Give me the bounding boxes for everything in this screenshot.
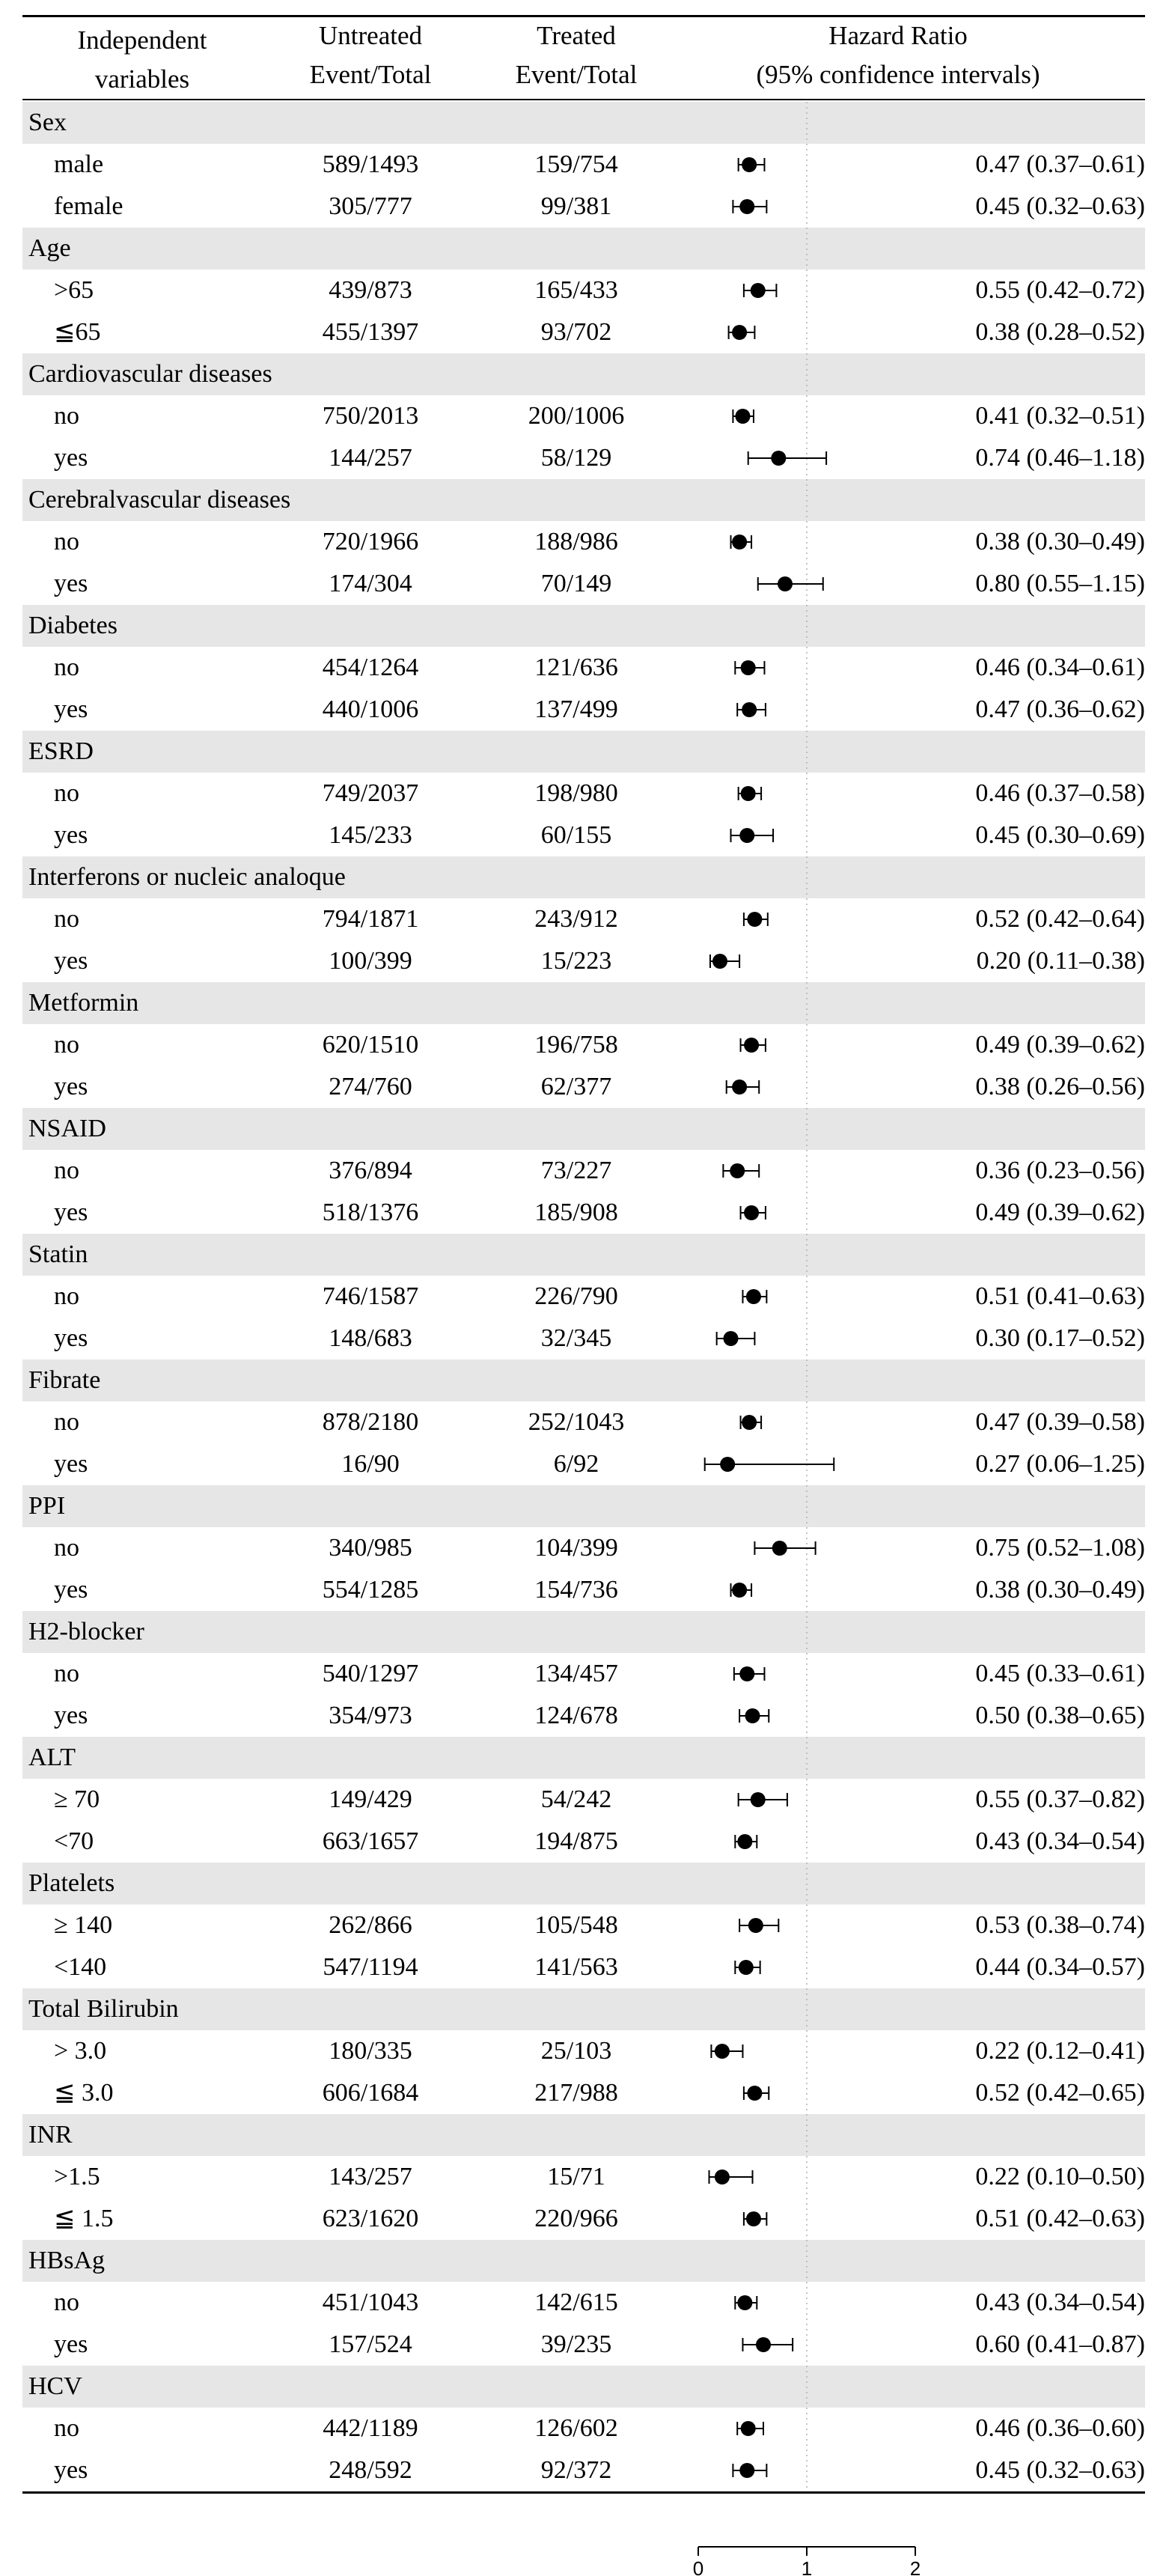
treated-count: 92/372: [540, 2456, 612, 2484]
hazard-ratio-text: 0.46 (0.36–0.60): [975, 2414, 1145, 2442]
group-label: Sex: [28, 109, 67, 136]
group-label: H2-blocker: [28, 1618, 144, 1645]
untreated-count: 454/1264: [322, 654, 419, 681]
hazard-ratio-point: [744, 1205, 759, 1220]
group-label: Statin: [28, 1240, 88, 1268]
hazard-ratio-point: [735, 409, 750, 424]
treated-count: 154/736: [534, 1576, 618, 1604]
subgroup-label: female: [54, 192, 123, 220]
hazard-ratio-text: 0.47 (0.37–0.61): [975, 150, 1145, 178]
hazard-ratio-point: [748, 1918, 763, 1933]
x-axis-tick-label: 2: [909, 2557, 921, 2576]
hazard-ratio-text: 0.43 (0.34–0.54): [975, 1827, 1145, 1855]
subgroup-label: yes: [54, 1199, 88, 1226]
hazard-ratio-point: [751, 1792, 766, 1807]
group-label: Cerebralvascular diseases: [28, 486, 291, 514]
untreated-count: 623/1620: [322, 2205, 419, 2232]
group-label: HBsAg: [28, 2247, 106, 2274]
hazard-ratio-point: [742, 157, 757, 172]
hazard-ratio-text: 0.44 (0.34–0.57): [975, 1953, 1145, 1981]
subgroup-label: no: [54, 2414, 79, 2442]
subgroup-label: yes: [54, 2330, 88, 2358]
subgroup-label: yes: [54, 444, 88, 472]
untreated-count: 305/777: [329, 192, 412, 220]
hazard-ratio-text: 0.46 (0.37–0.58): [975, 779, 1145, 807]
subgroup-label: yes: [54, 1576, 88, 1604]
subgroup-label: yes: [54, 1073, 88, 1100]
hazard-ratio-point: [724, 1331, 739, 1346]
untreated-count: 148/683: [329, 1324, 412, 1352]
untreated-count: 540/1297: [322, 1660, 419, 1687]
hazard-ratio-point: [772, 1541, 787, 1556]
treated-count: 200/1006: [528, 402, 625, 430]
hazard-ratio-point: [747, 2086, 762, 2101]
treated-count: 105/548: [534, 1911, 618, 1939]
hazard-ratio-point: [739, 2463, 754, 2478]
hazard-ratio-point: [745, 1708, 760, 1723]
hazard-ratio-text: 0.80 (0.55–1.15): [975, 570, 1145, 597]
subgroup-label: no: [54, 1031, 79, 1059]
hazard-ratio-point: [741, 786, 756, 801]
subgroup-label: no: [54, 1157, 79, 1184]
hazard-ratio-text: 0.45 (0.32–0.63): [975, 192, 1145, 220]
hazard-ratio-text: 0.38 (0.28–0.52): [975, 318, 1145, 346]
hazard-ratio-text: 0.45 (0.30–0.69): [975, 821, 1145, 849]
hazard-ratio-text: 0.27 (0.06–1.25): [975, 1450, 1145, 1478]
hazard-ratio-point: [739, 828, 754, 843]
untreated-count: 451/1043: [322, 2289, 419, 2316]
subgroup-label: no: [54, 1408, 79, 1436]
group-label: Total Bilirubin: [28, 1995, 179, 2023]
untreated-count: 455/1397: [322, 318, 419, 346]
untreated-count: 720/1966: [322, 528, 419, 555]
subgroup-label: ≦ 1.5: [54, 2205, 114, 2232]
hazard-ratio-point: [742, 702, 757, 717]
hazard-ratio-text: 0.43 (0.34–0.54): [975, 2289, 1145, 2316]
hazard-ratio-text: 0.45 (0.32–0.63): [975, 2456, 1145, 2484]
hazard-ratio-point: [732, 535, 747, 549]
header-untreated-line2: Event/Total: [309, 60, 432, 89]
treated-count: 70/149: [540, 570, 612, 597]
untreated-count: 248/592: [329, 2456, 412, 2484]
hazard-ratio-text: 0.51 (0.42–0.63): [975, 2205, 1145, 2232]
untreated-count: 518/1376: [322, 1199, 419, 1226]
subgroup-label: yes: [54, 2456, 88, 2484]
untreated-count: 442/1189: [323, 2414, 418, 2442]
header-treated-line1: Treated: [537, 21, 616, 50]
untreated-count: 144/257: [329, 444, 412, 472]
subgroup-label: no: [54, 1660, 79, 1687]
hazard-ratio-text: 0.22 (0.10–0.50): [975, 2163, 1145, 2190]
treated-count: 159/754: [534, 150, 618, 178]
hazard-ratio-text: 0.50 (0.38–0.65): [975, 1702, 1145, 1729]
header-hazard-ratio-line2: (95% confidence intervals): [756, 60, 1040, 89]
subgroup-label: yes: [54, 1450, 88, 1478]
untreated-count: 440/1006: [322, 695, 419, 723]
untreated-count: 180/335: [329, 2037, 412, 2065]
hazard-ratio-point: [715, 2044, 730, 2059]
untreated-count: 439/873: [329, 276, 412, 304]
untreated-count: 100/399: [329, 947, 412, 975]
treated-count: 226/790: [534, 1282, 618, 1310]
treated-count: 99/381: [540, 192, 612, 220]
untreated-count: 174/304: [329, 570, 412, 597]
hazard-ratio-point: [778, 576, 793, 591]
subgroup-label: no: [54, 905, 79, 933]
hazard-ratio-point: [747, 912, 762, 927]
group-label: Interferons or nucleic analoque: [28, 863, 346, 891]
hazard-ratio-text: 0.20 (0.11–0.38): [976, 947, 1145, 975]
untreated-count: 746/1587: [322, 1282, 419, 1310]
treated-count: 32/345: [540, 1324, 612, 1352]
untreated-count: 143/257: [329, 2163, 412, 2190]
subgroup-label: yes: [54, 947, 88, 975]
group-label: HCV: [28, 2372, 82, 2400]
subgroup-label: >65: [54, 276, 94, 304]
hazard-ratio-point: [756, 2337, 771, 2352]
subgroup-label: ≦65: [54, 318, 101, 346]
treated-count: 142/615: [534, 2289, 618, 2316]
group-label: ALT: [28, 1744, 76, 1771]
hazard-ratio-text: 0.49 (0.39–0.62): [975, 1199, 1145, 1226]
subgroup-label: ≥ 70: [54, 1785, 100, 1813]
treated-count: 220/966: [534, 2205, 618, 2232]
header-untreated-line1: Untreated: [319, 21, 422, 50]
treated-count: 15/71: [547, 2163, 605, 2190]
hazard-ratio-text: 0.60 (0.41–0.87): [975, 2330, 1145, 2358]
subgroup-label: no: [54, 402, 79, 430]
hazard-ratio-text: 0.22 (0.12–0.41): [975, 2037, 1145, 2065]
treated-count: 93/702: [540, 318, 612, 346]
hazard-ratio-point: [732, 325, 747, 340]
hazard-ratio-text: 0.55 (0.42–0.72): [975, 276, 1145, 304]
hazard-ratio-text: 0.75 (0.52–1.08): [975, 1534, 1145, 1562]
treated-count: 62/377: [540, 1073, 612, 1100]
hazard-ratio-point: [741, 660, 756, 675]
hazard-ratio-text: 0.36 (0.23–0.56): [975, 1157, 1145, 1184]
x-axis-tick-label: 1: [801, 2557, 813, 2576]
group-label: Platelets: [28, 1869, 115, 1897]
hazard-ratio-text: 0.46 (0.34–0.61): [975, 654, 1145, 681]
treated-count: 165/433: [534, 276, 618, 304]
hazard-ratio-point: [741, 2421, 756, 2436]
hazard-ratio-point: [742, 1415, 757, 1430]
untreated-count: 16/90: [341, 1450, 400, 1478]
subgroup-label: yes: [54, 695, 88, 723]
treated-count: 217/988: [534, 2079, 618, 2107]
untreated-count: 354/973: [329, 1702, 412, 1729]
subgroup-label: ≦ 3.0: [54, 2079, 114, 2107]
hazard-ratio-text: 0.53 (0.38–0.74): [975, 1911, 1145, 1939]
treated-count: 15/223: [540, 947, 612, 975]
treated-count: 60/155: [540, 821, 612, 849]
group-label: Age: [28, 234, 71, 262]
untreated-count: 274/760: [329, 1073, 412, 1100]
subgroup-label: no: [54, 1534, 79, 1562]
hazard-ratio-text: 0.38 (0.26–0.56): [975, 1073, 1145, 1100]
treated-count: 252/1043: [528, 1408, 625, 1436]
header-treated-line2: Event/Total: [515, 60, 638, 89]
subgroup-label: yes: [54, 1324, 88, 1352]
treated-count: 194/875: [534, 1827, 618, 1855]
treated-count: 54/242: [540, 1785, 612, 1813]
untreated-count: 589/1493: [322, 150, 419, 178]
hazard-ratio-text: 0.52 (0.42–0.65): [975, 2079, 1145, 2107]
treated-count: 134/457: [534, 1660, 618, 1687]
group-label: NSAID: [28, 1115, 106, 1142]
subgroup-label: no: [54, 779, 79, 807]
treated-count: 196/758: [534, 1031, 618, 1059]
hazard-ratio-text: 0.74 (0.46–1.18): [975, 444, 1145, 472]
hazard-ratio-text: 0.30 (0.17–0.52): [975, 1324, 1145, 1352]
treated-count: 39/235: [540, 2330, 612, 2358]
untreated-count: 554/1285: [322, 1576, 419, 1604]
subgroup-label: >1.5: [54, 2163, 100, 2190]
header-variables-line1: Independent: [77, 25, 207, 55]
hazard-ratio-text: 0.52 (0.42–0.64): [975, 905, 1145, 933]
untreated-count: 878/2180: [322, 1408, 419, 1436]
untreated-count: 149/429: [329, 1785, 412, 1813]
hazard-ratio-point: [746, 2211, 761, 2226]
hazard-ratio-point: [737, 1834, 752, 1849]
hazard-ratio-point: [715, 2169, 730, 2184]
treated-count: 198/980: [534, 779, 618, 807]
hazard-ratio-point: [744, 1038, 759, 1053]
x-axis-tick-label: 0: [692, 2557, 704, 2576]
hazard-ratio-text: 0.45 (0.33–0.61): [975, 1660, 1145, 1687]
treated-count: 188/986: [534, 528, 618, 555]
treated-count: 25/103: [540, 2037, 612, 2065]
group-label: Fibrate: [28, 1366, 101, 1394]
untreated-count: 606/1684: [322, 2079, 419, 2107]
untreated-count: 547/1194: [323, 1953, 418, 1981]
treated-count: 124/678: [534, 1702, 618, 1729]
treated-count: 121/636: [534, 654, 618, 681]
subgroup-label: male: [54, 150, 104, 178]
treated-count: 185/908: [534, 1199, 618, 1226]
subgroup-label: yes: [54, 1702, 88, 1729]
subgroup-label: ≥ 140: [54, 1911, 113, 1939]
group-label: Diabetes: [28, 612, 117, 639]
subgroup-label: <70: [54, 1827, 94, 1855]
hazard-ratio-point: [732, 1583, 747, 1598]
subgroup-label: yes: [54, 821, 88, 849]
hazard-ratio-text: 0.38 (0.30–0.49): [975, 1576, 1145, 1604]
untreated-count: 262/866: [329, 1911, 412, 1939]
untreated-count: 620/1510: [322, 1031, 419, 1059]
hazard-ratio-point: [712, 954, 727, 969]
hazard-ratio-point: [739, 1666, 754, 1681]
subgroup-label: no: [54, 2289, 79, 2316]
untreated-count: 376/894: [329, 1157, 412, 1184]
hazard-ratio-point: [720, 1457, 735, 1472]
subgroup-label: no: [54, 654, 79, 681]
hazard-ratio-text: 0.49 (0.39–0.62): [975, 1031, 1145, 1059]
untreated-count: 749/2037: [322, 779, 419, 807]
treated-count: 126/602: [534, 2414, 618, 2442]
untreated-count: 663/1657: [322, 1827, 419, 1855]
treated-count: 243/912: [534, 905, 618, 933]
hazard-ratio-text: 0.47 (0.39–0.58): [975, 1408, 1145, 1436]
hazard-ratio-point: [730, 1163, 745, 1178]
subgroup-label: no: [54, 1282, 79, 1310]
subgroup-label: > 3.0: [54, 2037, 107, 2065]
hazard-ratio-text: 0.47 (0.36–0.62): [975, 695, 1145, 723]
hazard-ratio-point: [739, 1960, 754, 1975]
group-label: PPI: [28, 1492, 66, 1520]
treated-count: 104/399: [534, 1534, 618, 1562]
treated-count: 141/563: [534, 1953, 618, 1981]
header-hazard-ratio-line1: Hazard Ratio: [828, 21, 968, 50]
hazard-ratio-text: 0.51 (0.41–0.63): [975, 1282, 1145, 1310]
hazard-ratio-point: [739, 199, 754, 214]
header-variables-line2: variables: [94, 64, 190, 94]
treated-count: 6/92: [553, 1450, 599, 1478]
untreated-count: 750/2013: [322, 402, 419, 430]
untreated-count: 157/524: [329, 2330, 412, 2358]
subgroup-label: yes: [54, 570, 88, 597]
untreated-count: 794/1871: [322, 905, 419, 933]
hazard-ratio-point: [746, 1289, 761, 1304]
hazard-ratio-point: [732, 1080, 747, 1094]
untreated-count: 340/985: [329, 1534, 412, 1562]
hazard-ratio-point: [737, 2295, 752, 2310]
group-label: Metformin: [28, 989, 139, 1017]
hazard-ratio-text: 0.41 (0.32–0.51): [975, 402, 1145, 430]
hazard-ratio-text: 0.38 (0.30–0.49): [975, 528, 1145, 555]
treated-count: 58/129: [540, 444, 612, 472]
treated-count: 137/499: [534, 695, 618, 723]
subgroup-label: no: [54, 528, 79, 555]
treated-count: 73/227: [540, 1157, 612, 1184]
group-label: ESRD: [28, 737, 94, 765]
hazard-ratio-point: [771, 451, 786, 466]
hazard-ratio-text: 0.55 (0.37–0.82): [975, 1785, 1145, 1813]
group-label: INR: [28, 2121, 73, 2149]
hazard-ratio-point: [751, 283, 766, 298]
subgroup-label: <140: [54, 1953, 107, 1981]
group-label: Cardiovascular diseases: [28, 360, 272, 388]
untreated-count: 145/233: [329, 821, 412, 849]
